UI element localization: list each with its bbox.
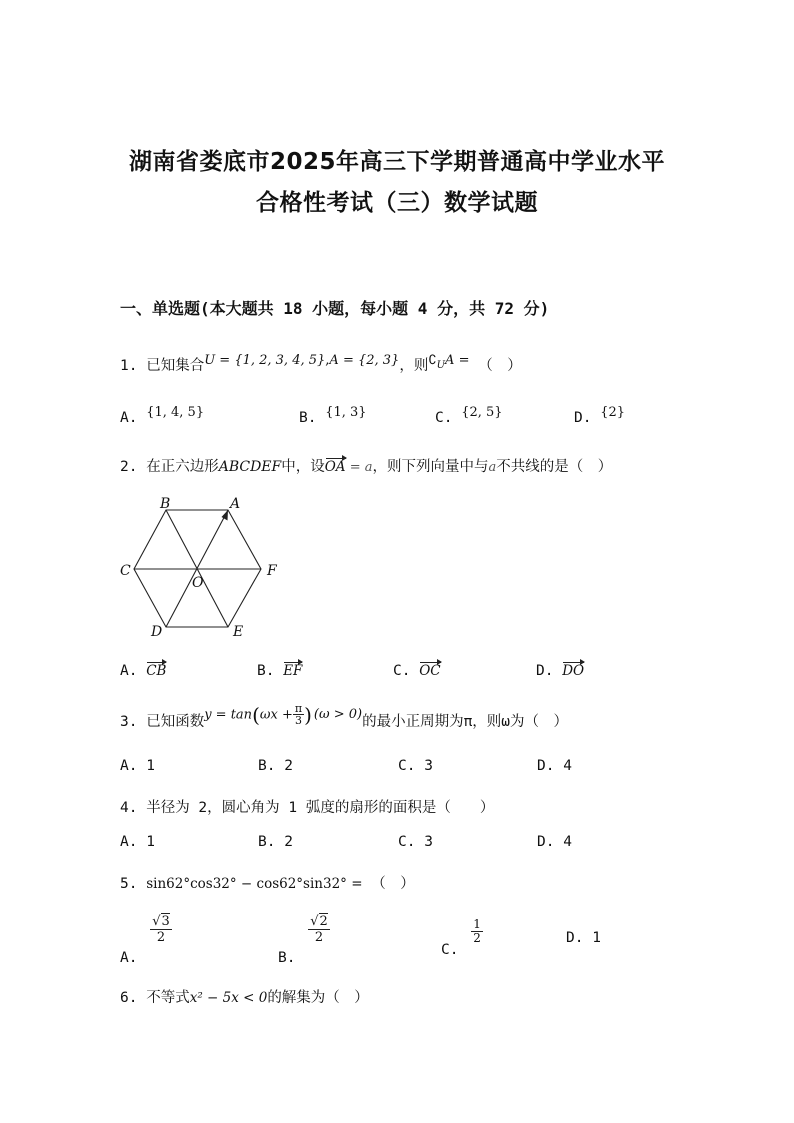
label-c: C [120,563,131,579]
label-d: D [151,624,163,640]
function-expression: y = tan(ωx + $\frac{\pi}{3}$ ) (ω > 0) [204,702,363,727]
option-c[interactable]: C. $\frac{1}{2}$ [441,917,481,958]
vector-a: a [364,460,373,475]
option-b[interactable]: B. EF [257,663,303,679]
question-number: 3. [120,714,138,730]
label-e: E [233,624,244,640]
trig-expression: sin62°cos32° − cos62°sin32° = [146,876,363,892]
question-text: 半径为 2，圆心角为 1 弧度的扇形的面积是（ ） [146,800,495,816]
complement-subscript: U [436,360,446,371]
option-b[interactable]: B. 2 [258,834,293,850]
question-text: 的最小正周期为π，则ω为（ ） [362,714,569,730]
question-text: 在正六边形 [146,459,219,475]
complement-tail: A = [445,353,470,368]
question-text: 不等式 [146,990,190,1006]
label-a: A [230,496,241,512]
option-a[interactable]: A. 1 [120,834,155,850]
question-5 [120,872,415,893]
option-a[interactable]: A. CB [120,663,167,679]
question-text: ，则下列向量中与 [372,459,489,475]
hexagon-name: ABCDEF [218,459,282,475]
answer-paren: （ ） [478,358,522,374]
separator: , [325,353,330,368]
option-d[interactable]: D. 4 [537,834,572,850]
option-d[interactable]: D. 4 [537,758,572,774]
option-a[interactable]: A. {1, 4, 5} [120,405,205,426]
question-text: 不共线的是（ ） [496,459,613,475]
option-c[interactable]: C. OC [393,663,441,679]
question-number: 2. [120,459,138,475]
complement-symbol: ∁ [428,353,437,368]
question-number: 1. [120,358,138,374]
option-a[interactable]: A. 1 [120,758,155,774]
question-4 [120,796,494,817]
question-number: 5. [120,876,138,892]
question-text: 已知函数 [146,714,205,730]
option-c[interactable]: C. {2, 5} [435,405,503,426]
option-a[interactable]: A. $\frac{√3}{2}$ [120,914,170,966]
hexagon-figure [112,490,292,645]
option-d[interactable]: D. 1 [566,930,601,946]
label-f: F [267,563,277,579]
set-a: A = {2, 3} [329,353,400,368]
section-heading: 一、单选题(本大题共 18 小题，每小题 4 分，共 72 分) [120,299,550,318]
question-1 [120,354,522,375]
question-number: 6. [120,990,138,1006]
option-c[interactable]: C. 3 [398,834,433,850]
page-title-line2: 合格性考试（三）数学试题 [256,190,538,216]
vector-oa: OA [324,459,346,475]
option-d[interactable]: D. DO [536,663,585,679]
option-b[interactable]: B. {1, 3} [299,405,367,426]
label-o: O [192,575,204,591]
option-c[interactable]: C. 3 [398,758,433,774]
question-text: 中，设 [281,459,325,475]
answer-paren: （ ） [371,876,415,892]
question-text: 的解集为（ ） [267,990,369,1006]
question-text: ，则 [399,358,429,374]
arrow-head-icon [222,510,229,521]
set-u: U = {1, 2, 3, 4, 5} [204,353,326,368]
option-b[interactable]: B. $\frac{√2}{2}$ [278,914,328,966]
question-number: 4. [120,800,138,816]
option-b[interactable]: B. 2 [258,758,293,774]
vector-a: a [488,460,497,475]
page-title-line1: 湖南省娄底市2025年高三下学期普通高中学业水平 [128,149,665,175]
question-text: 已知集合 [146,358,205,374]
question-3 [120,702,569,735]
label-b: B [160,496,171,512]
option-d[interactable]: D. {2} [574,405,626,426]
inequality-expression: x² − 5x < 0 [189,990,268,1006]
question-2: 2. 在正六边形ABCDEF中，设OA = a，则下列向量中与a不共线的是（ ） [120,459,613,475]
question-6 [120,986,369,1007]
